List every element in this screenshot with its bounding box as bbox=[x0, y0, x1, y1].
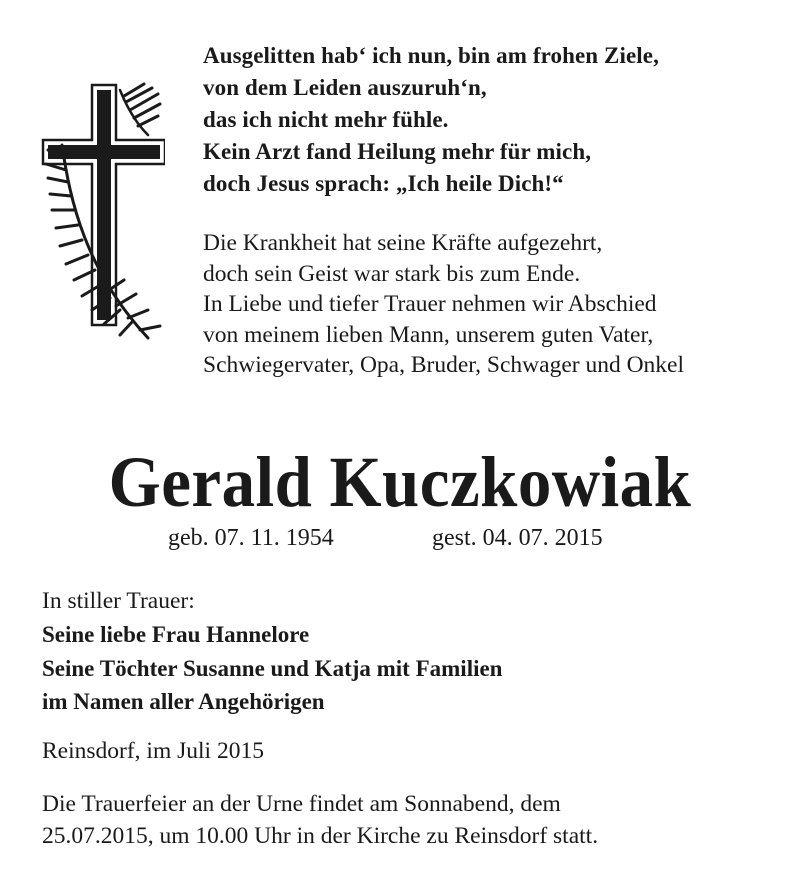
death-date: gest. 04. 07. 2015 bbox=[432, 525, 603, 551]
farewell-line: In Liebe und tiefer Trauer nehmen wir Abschied bbox=[203, 291, 657, 317]
mourner-line: Seine Töchter Susanne und Katja mit Familien bbox=[42, 655, 503, 681]
service-line: 25.07.2015, um 10.00 Uhr in der Kirche zu Reinsdorf statt. bbox=[42, 822, 599, 849]
mourner-line: Seine liebe Frau Hannelore bbox=[42, 622, 310, 647]
mourners-heading: In stiller Trauer: bbox=[42, 588, 195, 614]
farewell-line: Die Krankheit hat seine Kräfte aufgezehrt, bbox=[203, 230, 603, 256]
poem-line: von dem Leiden auszuruh‘n, bbox=[203, 75, 487, 100]
place-and-date: Reinsdorf, im Juli 2015 bbox=[42, 738, 264, 764]
poem-line: das ich nicht mehr fühle. bbox=[203, 107, 449, 132]
funeral-service-notice bbox=[42, 789, 598, 852]
farewell-line: von meinem lieben Mann, unserem guten Vater, bbox=[203, 321, 654, 348]
deceased-name: Gerald Kuczkowiak bbox=[108, 442, 692, 522]
mourners-list bbox=[42, 618, 502, 719]
service-line: Die Trauerfeier an der Urne findet am Sonnabend, dem bbox=[42, 791, 561, 817]
poem-line: Kein Arzt fand Heilung mehr für mich, bbox=[203, 139, 592, 164]
mourner-line: im Namen aller Angehörigen bbox=[42, 689, 325, 714]
farewell-text bbox=[203, 228, 684, 381]
poem-line: doch Jesus sprach: „Ich heile Dich!“ bbox=[203, 171, 564, 196]
cross-with-palm-branch-icon bbox=[40, 80, 165, 345]
farewell-line: doch sein Geist war stark bis zum Ende. bbox=[203, 260, 581, 287]
birth-date: geb. 07. 11. 1954 bbox=[168, 525, 334, 551]
poem-verse bbox=[203, 40, 659, 200]
farewell-line: Schwiegervater, Opa, Bruder, Schwager und Onkel bbox=[203, 352, 685, 378]
poem-line: Ausgelitten hab‘ ich nun, bin am frohen Ziele, bbox=[203, 43, 659, 68]
